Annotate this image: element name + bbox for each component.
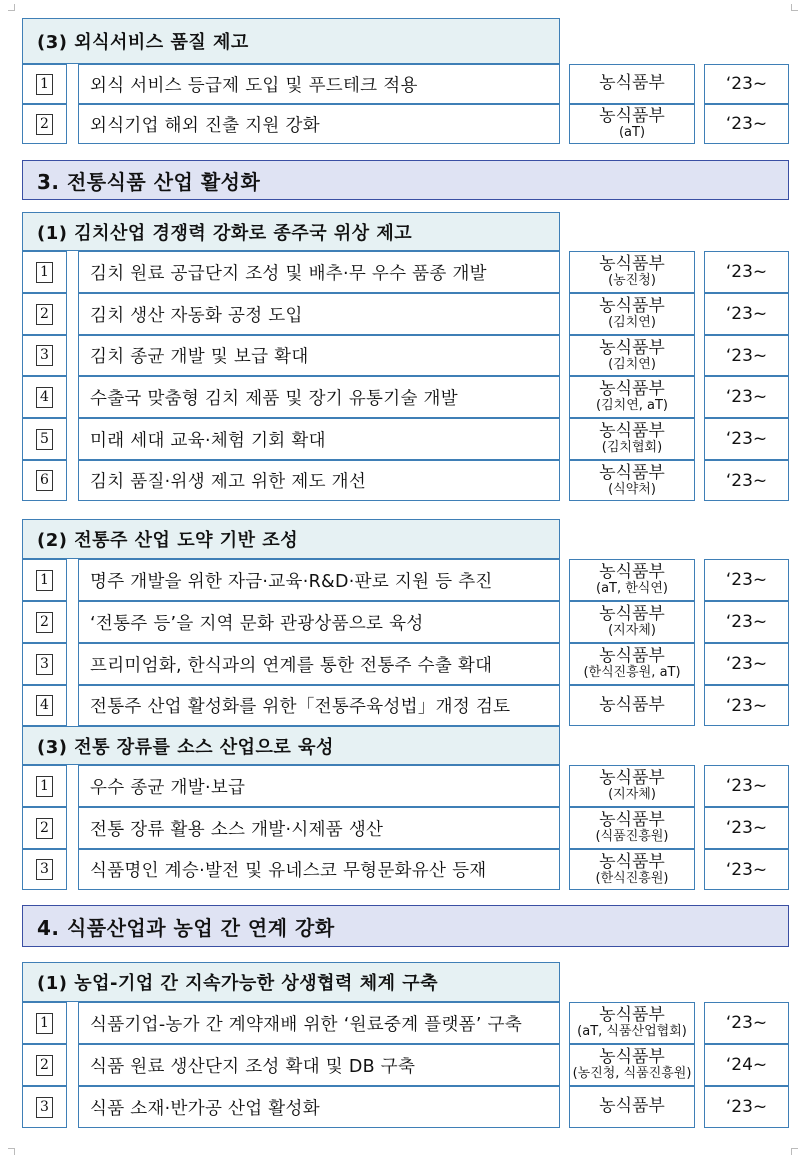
- cooperating-agency: (김치연, aT): [596, 398, 668, 414]
- row-number-box: 6: [36, 470, 53, 491]
- year-cell: [704, 849, 789, 890]
- section-heading-text: 4. 식품산업과 농업 간 연계 강화: [37, 915, 335, 940]
- year-text: ‘23~: [725, 74, 768, 94]
- year-cell: [704, 601, 789, 643]
- task-cell: [78, 1002, 560, 1044]
- cooperating-agency: (한식진흥원): [595, 870, 669, 886]
- subsection-heading: [22, 519, 560, 559]
- department-cell: [569, 685, 695, 726]
- year-text: ‘23~: [725, 262, 768, 282]
- department-name: 농식품부: [599, 337, 665, 358]
- task-text: 우수 종균 개발·보급: [90, 777, 246, 798]
- department-name: 농식품부: [599, 1047, 665, 1068]
- department-name: 농식품부: [599, 254, 665, 275]
- subsection-heading-text: (3) 외식서비스 품질 제고: [37, 32, 249, 53]
- year-cell: [704, 376, 789, 418]
- row-number-cell: [22, 251, 67, 293]
- year-cell: [704, 64, 789, 104]
- subsection-heading-text: (1) 김치산업 경쟁력 강화로 종주국 위상 제고: [37, 222, 413, 244]
- year-cell: [704, 251, 789, 293]
- department-cell: [569, 376, 695, 418]
- row-number-cell: [22, 460, 67, 501]
- row-number-box: 4: [36, 387, 53, 408]
- cooperating-agency: (식품진흥원): [595, 829, 669, 845]
- cooperating-agency: (김치연): [608, 315, 656, 331]
- cooperating-agency: (aT): [618, 125, 646, 141]
- task-cell: [78, 601, 560, 643]
- subsection-heading: [22, 962, 560, 1002]
- year-text: ‘23~: [725, 612, 768, 632]
- row-number-cell: [22, 643, 67, 685]
- department-name: 농식품부: [599, 1005, 665, 1026]
- cooperating-agency: (지자체): [608, 787, 656, 803]
- cooperating-agency: (농진청): [608, 273, 656, 289]
- task-text: 수출국 맞춤형 김치 제품 및 장기 유통기술 개발: [90, 388, 458, 409]
- year-text: ‘23~: [725, 1097, 768, 1117]
- row-number-box: 4: [36, 695, 53, 716]
- row-number-box: 2: [36, 114, 53, 135]
- row-number-box: 1: [36, 262, 53, 283]
- department-cell: [569, 104, 695, 144]
- row-number-cell: [22, 559, 67, 601]
- row-number-cell: [22, 1086, 67, 1128]
- department-cell: [569, 849, 695, 890]
- cooperating-agency: (농진청, 식품진흥원): [572, 1066, 692, 1082]
- task-cell: [78, 418, 560, 460]
- year-text: ‘23~: [725, 304, 768, 324]
- year-cell: [704, 559, 789, 601]
- subsection-heading-text: (2) 전통주 산업 도약 기반 조성: [37, 530, 299, 551]
- row-number-cell: [22, 1044, 67, 1086]
- department-name: 농식품부: [599, 851, 665, 872]
- year-text: ‘23~: [725, 654, 768, 674]
- row-number-cell: [22, 849, 67, 890]
- row-number-cell: [22, 807, 67, 849]
- section-heading: [22, 160, 789, 200]
- row-number-cell: [22, 64, 67, 104]
- year-cell: [704, 765, 789, 807]
- task-text: 식품명인 계승·발전 및 유네스코 무형문화유산 등재: [90, 861, 487, 881]
- task-text: 명주 개발을 위한 자금·교육·R&D·판로 지원 등 추진: [90, 571, 493, 592]
- department-name: 농식품부: [599, 768, 665, 789]
- year-cell: [704, 807, 789, 849]
- row-number-cell: [22, 335, 67, 376]
- task-cell: [78, 293, 560, 335]
- task-text: 식품 소재·반가공 산업 활성화: [90, 1098, 320, 1119]
- department-cell: [569, 1002, 695, 1044]
- department-cell: [569, 807, 695, 849]
- row-number-box: 3: [36, 1097, 53, 1118]
- year-cell: [704, 1086, 789, 1128]
- task-text: 외식 서비스 등급제 도입 및 푸드테크 적용: [90, 75, 418, 96]
- year-text: ‘23~: [725, 470, 768, 491]
- department-name: 농식품부: [599, 646, 665, 667]
- row-number-box: 1: [36, 74, 53, 95]
- year-cell: [704, 1002, 789, 1044]
- year-cell: [704, 1044, 789, 1086]
- department-name: 농식품부: [599, 421, 665, 442]
- task-text: 김치 종균 개발 및 보급 확대: [90, 347, 309, 367]
- task-cell: [78, 376, 560, 418]
- department-name: 농식품부: [599, 106, 665, 127]
- department-name: 농식품부: [599, 562, 665, 583]
- cooperating-agency: (aT, 식품산업협회): [577, 1024, 687, 1040]
- year-cell: [704, 418, 789, 460]
- section-heading: [22, 905, 789, 947]
- department-name: 농식품부: [599, 810, 665, 831]
- row-number-cell: [22, 104, 67, 144]
- task-text: 프리미엄화, 한식과의 연계를 통한 전통주 수출 확대: [90, 655, 493, 676]
- department-name: 농식품부: [599, 462, 665, 483]
- year-cell: [704, 685, 789, 726]
- row-number-box: 1: [36, 776, 53, 797]
- subsection-heading-text: (1) 농업-기업 간 지속가능한 상생협력 체계 구축: [37, 973, 439, 994]
- department-name: 농식품부: [599, 379, 665, 400]
- year-text: ‘23~: [725, 345, 768, 366]
- task-cell: [78, 849, 560, 890]
- row-number-box: 3: [36, 345, 53, 366]
- task-cell: [78, 460, 560, 501]
- cooperating-agency: (aT, 한식연): [596, 581, 668, 597]
- page-corner-mark: [791, 1148, 798, 1155]
- subsection-heading: [22, 726, 560, 765]
- task-text: 식품 원료 생산단지 조성 확대 및 DB 구축: [90, 1056, 416, 1077]
- subsection-heading: [22, 212, 560, 251]
- cooperating-agency: (한식진흥원, aT): [583, 665, 681, 681]
- task-cell: [78, 335, 560, 376]
- department-cell: [569, 765, 695, 807]
- year-text: ‘24~: [725, 1055, 768, 1075]
- year-text: ‘23~: [725, 776, 768, 796]
- task-text: 미래 세대 교육·체험 기회 확대: [90, 430, 326, 451]
- task-text: 김치 생산 자동화 공정 도입: [90, 305, 303, 326]
- year-cell: [704, 460, 789, 501]
- task-cell: [78, 643, 560, 685]
- department-cell: [569, 251, 695, 293]
- year-text: ‘23~: [725, 114, 768, 134]
- task-text: 전통주 산업 활성화를 위한「전통주육성법」개정 검토: [90, 697, 511, 717]
- year-text: ‘23~: [725, 859, 768, 880]
- row-number-box: 3: [36, 654, 53, 675]
- task-text: 외식기업 해외 진출 지원 강화: [90, 115, 320, 136]
- department-name: 농식품부: [599, 296, 665, 317]
- year-text: ‘23~: [725, 570, 768, 590]
- row-number-cell: [22, 418, 67, 460]
- task-cell: [78, 104, 560, 144]
- row-number-cell: [22, 293, 67, 335]
- row-number-cell: [22, 601, 67, 643]
- task-cell: [78, 1044, 560, 1086]
- task-cell: [78, 765, 560, 807]
- department-cell: [569, 559, 695, 601]
- row-number-box: 3: [36, 859, 53, 880]
- cooperating-agency: (식약처): [608, 481, 656, 497]
- row-number-cell: [22, 1002, 67, 1044]
- row-number-cell: [22, 376, 67, 418]
- department-cell: [569, 64, 695, 104]
- task-cell: [78, 559, 560, 601]
- row-number-box: 5: [36, 429, 53, 450]
- task-cell: [78, 807, 560, 849]
- page-corner-mark: [8, 4, 15, 11]
- task-text: ‘전통주 등’을 지역 문화 관광상품으로 육성: [90, 613, 424, 634]
- department-name: 농식품부: [599, 1096, 665, 1117]
- year-text: ‘23~: [725, 429, 768, 449]
- section-heading-text: 3. 전통식품 산업 활성화: [37, 169, 261, 194]
- year-cell: [704, 335, 789, 376]
- row-number-box: 2: [36, 818, 53, 839]
- department-cell: [569, 335, 695, 376]
- row-number-box: 2: [36, 304, 53, 325]
- department-cell: [569, 643, 695, 685]
- department-cell: [569, 1086, 695, 1128]
- page-corner-mark: [791, 4, 798, 11]
- task-cell: [78, 685, 560, 726]
- year-cell: [704, 643, 789, 685]
- task-cell: [78, 64, 560, 104]
- department-cell: [569, 1044, 695, 1086]
- task-text: 식품기업-농가 간 계약재배 위한 ‘원료중계 플랫폼’ 구축: [90, 1014, 523, 1035]
- department-cell: [569, 293, 695, 335]
- row-number-box: 1: [36, 1013, 53, 1034]
- row-number-cell: [22, 765, 67, 807]
- task-cell: [78, 1086, 560, 1128]
- cooperating-agency: (지자체): [608, 623, 656, 639]
- cooperating-agency: (김치협회): [601, 440, 663, 456]
- year-cell: [704, 293, 789, 335]
- year-cell: [704, 104, 789, 144]
- year-text: ‘23~: [725, 1013, 768, 1033]
- task-cell: [78, 251, 560, 293]
- department-name: 농식품부: [599, 604, 665, 625]
- row-number-cell: [22, 685, 67, 726]
- year-text: ‘23~: [725, 387, 768, 407]
- cooperating-agency: (김치연): [608, 356, 656, 372]
- row-number-box: 2: [36, 612, 53, 633]
- department-name: 농식품부: [599, 73, 665, 94]
- row-number-box: 1: [36, 570, 53, 591]
- department-cell: [569, 460, 695, 501]
- department-name: 농식품부: [599, 694, 665, 715]
- year-text: ‘23~: [725, 695, 768, 716]
- subsection-heading-text: (3) 전통 장류를 소스 산업으로 육성: [37, 736, 334, 758]
- year-text: ‘23~: [725, 818, 768, 838]
- department-cell: [569, 601, 695, 643]
- task-text: 김치 품질·위생 제고 위한 제도 개선: [90, 472, 367, 492]
- subsection-heading: [22, 18, 560, 64]
- task-text: 김치 원료 공급단지 조성 및 배추·무 우수 품종 개발: [90, 263, 487, 284]
- task-text: 전통 장류 활용 소스 개발·시제품 생산: [90, 819, 384, 840]
- page-corner-mark: [8, 1148, 15, 1155]
- department-cell: [569, 418, 695, 460]
- row-number-box: 2: [36, 1055, 53, 1076]
